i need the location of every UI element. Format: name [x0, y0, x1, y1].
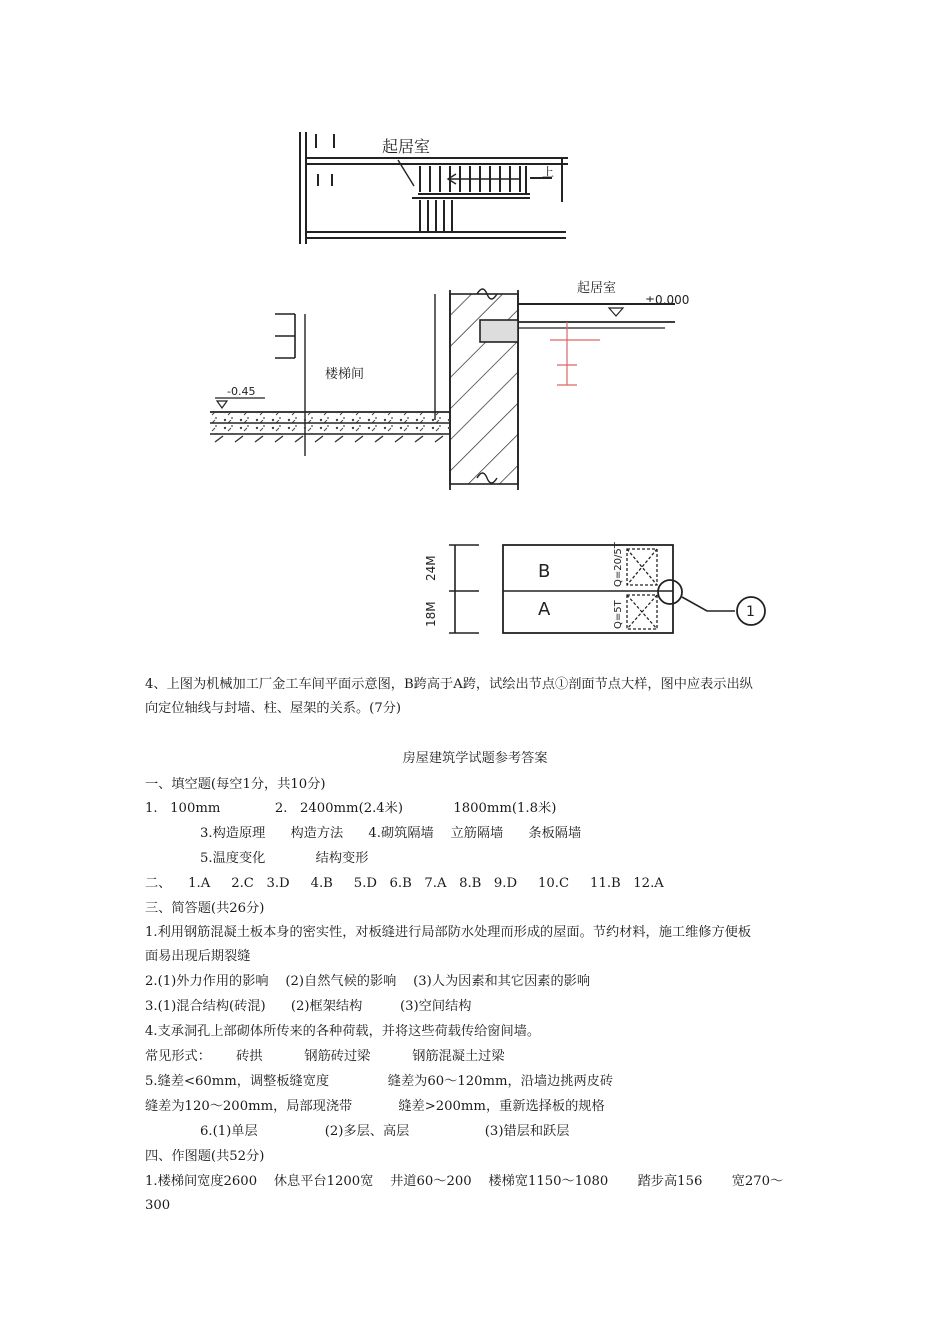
factory-plan-figure [415, 535, 775, 645]
section-3-line-2: 2.(1)外力作用的影响 (2)自然气候的影响 (3)人为因素和其它因素的影响 [145, 974, 591, 989]
span-b-label: B [538, 561, 551, 582]
section-1-heading: 一、填空题(每空1分，共10分) [145, 777, 326, 792]
section-3-line-6a: 5.缝差<60mm，调整板缝宽度 缝差为60～120mm，沿墙边挑两皮砖 [145, 1074, 614, 1089]
question-4-line-1: 4、上图为机械加工厂金工车间平面示意图，B跨高于A跨，试绘出节点①剖面节点大样，图中应表示出纵 [145, 677, 753, 692]
span-b-dimension: 24M [424, 555, 438, 581]
span-a-dimension: 18M [424, 601, 438, 627]
question-4-line-2: 向定位轴线与封墙、柱、屋架的关系。(7分) [145, 701, 402, 716]
section-3-line-1a: 1.利用钢筋混凝土板本身的密实性，对板缝进行局部防水处理而形成的屋面。节约材料，施工维修方便板 [145, 925, 752, 940]
section-elev-top: ±0.000 [645, 293, 690, 307]
section-figure [205, 280, 775, 495]
section-1-line-1: 1. 100mm 2. 2400mm(2.4米) 1800mm(1.8米) [145, 801, 557, 816]
section-4-line-1b: 300 [145, 1198, 171, 1213]
section-3-line-4: 4.支承洞孔上部砌体所传来的各种荷载，并将这些荷载传给窗间墙。 [145, 1024, 541, 1039]
section-3-line-6b: 缝差为120～200mm，局部现浇带 缝差>200mm，重新选择板的规格 [145, 1099, 605, 1114]
section-3-line-1b: 面易出现后期裂缝 [145, 949, 251, 964]
section-3-line-3: 3.(1)混合结构(砖混) (2)框架结构 (3)空间结构 [145, 999, 472, 1014]
stair-plan-figure [290, 122, 580, 252]
stair-room-label: 起居室 [382, 137, 431, 156]
node-number: 1 [746, 604, 755, 620]
answer-title: 房屋建筑学试题参考答案 [402, 751, 548, 766]
section-2-line: 二、 1.A 2.C 3.D 4.B 5.D 6.B 7.A 8.B 9.D 10.C 11.B 12.A [145, 876, 664, 891]
stair-room-label-section: 楼梯间 [325, 367, 365, 382]
span-a-label: A [538, 599, 551, 620]
section-1-line-2: 3.构造原理 构造方法 4.砌筑隔墙 立筋隔墙 条板隔墙 [200, 826, 582, 841]
section-3-line-7: 6.(1)单层 (2)多层、高层 (3)错层和跃层 [200, 1124, 570, 1139]
section-4-heading: 四、作图题(共52分) [145, 1149, 265, 1164]
section-3-heading: 三、简答题(共26分) [145, 901, 265, 916]
section-4-line-1a: 1.楼梯间宽度2600 休息平台1200宽 井道60～200 楼梯宽1150～1080 踏步高156 宽270～ [145, 1174, 784, 1189]
stair-up-label: 上 [542, 165, 555, 179]
section-3-line-5: 常见形式： 砖拱 钢筋砖过梁 钢筋混凝土过梁 [145, 1049, 505, 1064]
section-elev-low: -0.45 [227, 385, 256, 398]
section-room-label: 起居室 [577, 281, 617, 296]
section-1-line-3: 5.温度变化 结构变形 [200, 851, 369, 866]
crane-b-label: Q=20/5T [613, 542, 624, 587]
crane-a-label: Q=5T [613, 600, 624, 629]
